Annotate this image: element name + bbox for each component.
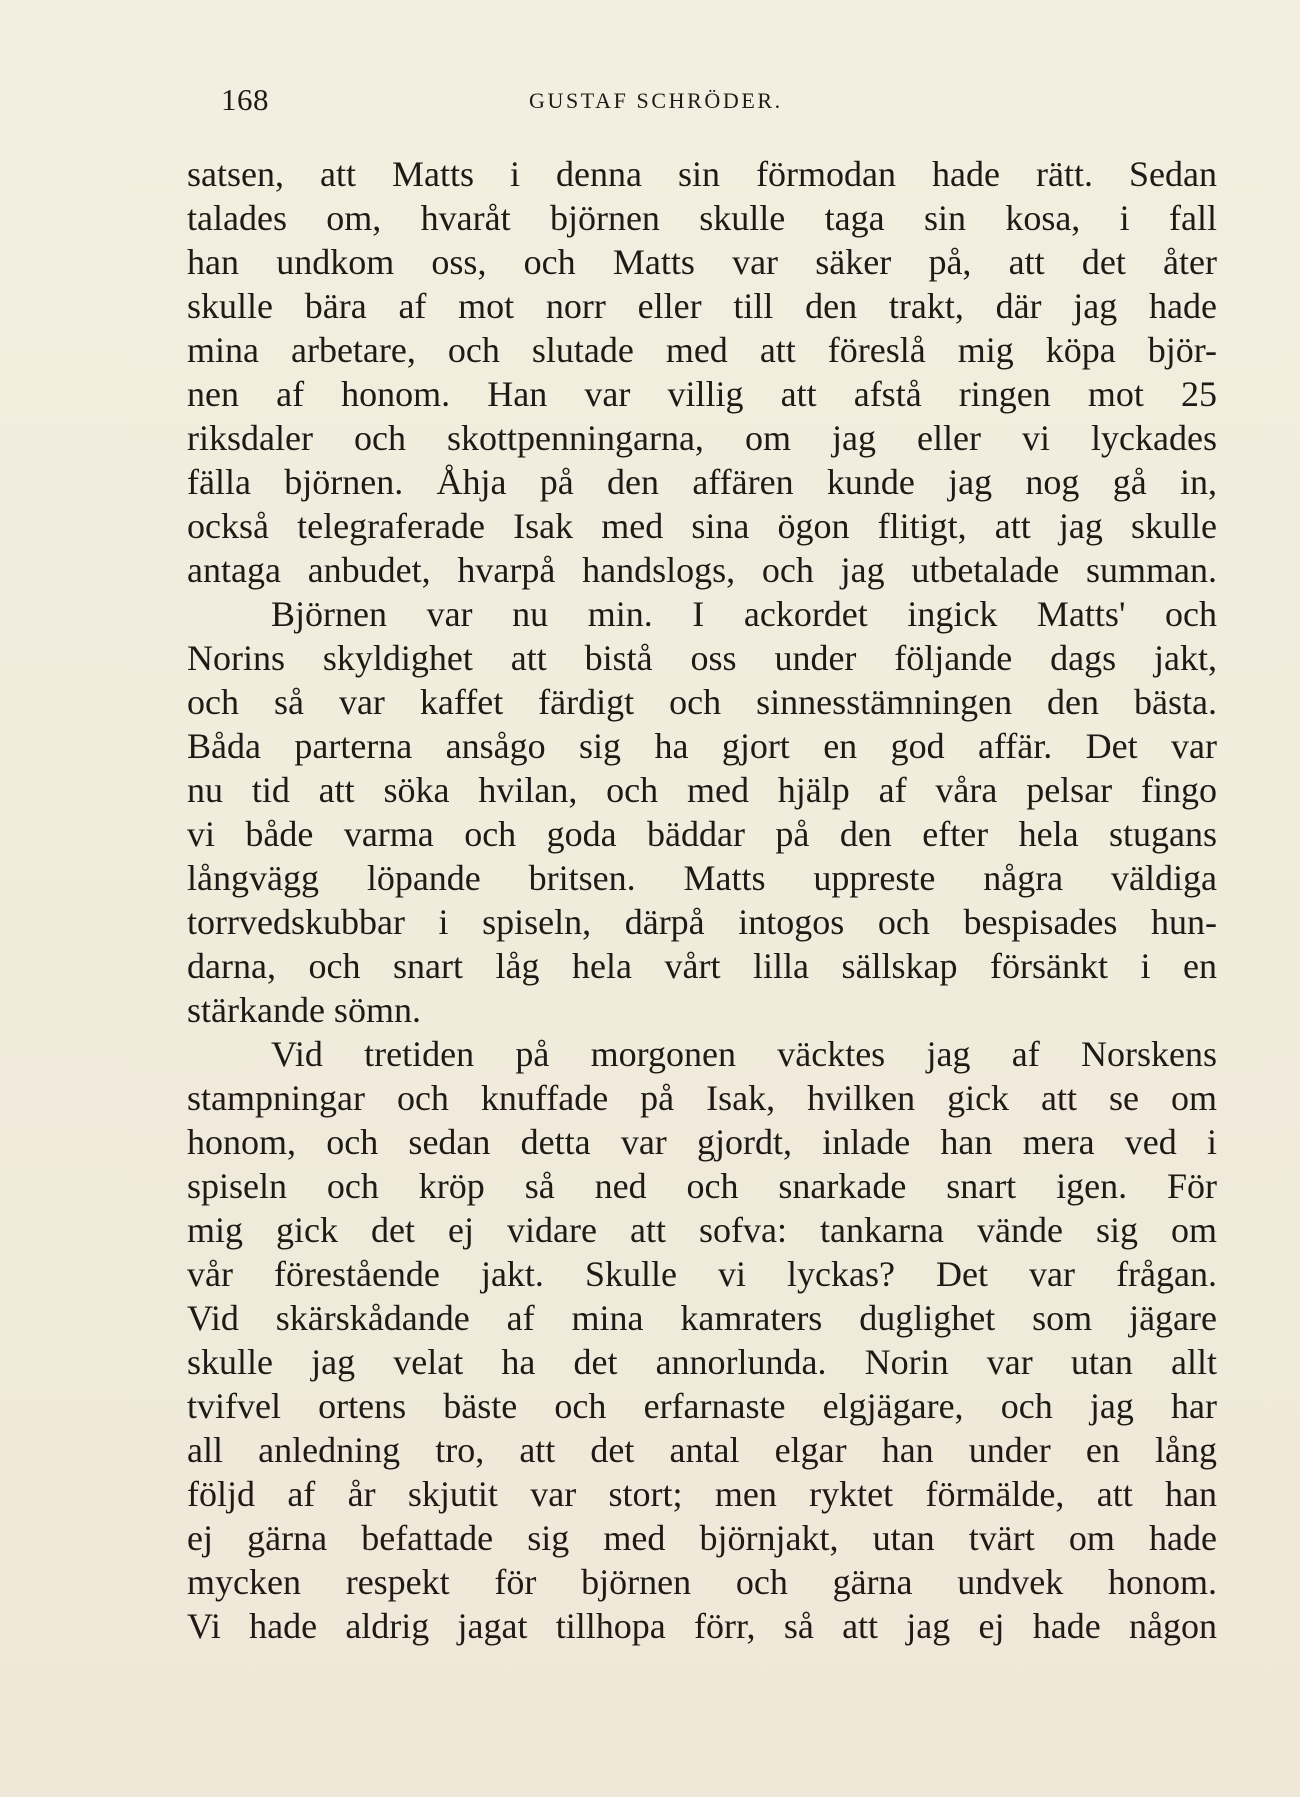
text-line: skulle jag velat ha det annorlunda. Norin var utan allt [187,1342,1217,1382]
text-line: han undkom oss, och Matts var säker på, att det åter [187,242,1217,282]
body-text [187,152,1217,1648]
text-line: skulle bära af mot norr eller till den trakt, där jag hade [187,286,1217,326]
text-line: all anledning tro, att det antal elgar han under en lång [187,1430,1217,1470]
text-line: nu tid att söka hvilan, och med hjälp af våra pelsar fingo [187,770,1217,810]
text-line: darna, och snart låg hela vårt lilla sällskap försänkt i en [187,946,1217,986]
text-line: talades om, hvaråt björnen skulle taga sin kosa, i fall [187,198,1217,238]
text-line: mina arbetare, och slutade med att föreslå mig köpa björ- [187,330,1217,370]
text-line: vår förestående jakt. Skulle vi lyckas? Det var frågan. [187,1254,1217,1294]
text-line: satsen, att Matts i denna sin förmodan hade rätt. Sedan [187,154,1217,194]
text-line: tvifvel ortens bäste och erfarnaste elgjägare, och jag har [187,1386,1217,1426]
page-number: 168 [221,82,269,117]
text-line: antaga anbudet, hvarpå handslogs, och jag utbetalade summan. [187,550,1217,590]
text-line: ej gärna befattade sig med björnjakt, utan tvärt om hade [187,1518,1217,1558]
text-line: Vid skärskådande af mina kamraters duglighet som jägare [187,1298,1217,1338]
running-head: GUSTAF SCHRÖDER. [529,88,783,113]
text-line: Björnen var nu min. I ackordet ingick Matts' och [271,594,1217,634]
text-line: vi både varma och goda bäddar på den efter hela stugans [187,814,1217,854]
text-line: långvägg löpande britsen. Matts uppreste några väldiga [187,858,1217,898]
text-line: riksdaler och skottpenningarna, om jag eller vi lyckades [187,418,1217,458]
text-line: Norins skyldighet att bistå oss under följande dags jakt, [187,638,1217,678]
text-line: Vid tretiden på morgonen väcktes jag af Norskens [271,1034,1217,1074]
text-line: nen af honom. Han var villig att afstå ringen mot 25 [187,374,1217,414]
page-header [221,82,1073,126]
text-line: torrvedskubbar i spiseln, därpå intogos och bespisades hun- [187,902,1217,942]
text-line: följd af år skjutit var stort; men ryktet förmälde, att han [187,1474,1217,1514]
text-line: mig gick det ej vidare att sofva: tankarna vände sig om [187,1210,1217,1250]
text-line: och så var kaffet färdigt och sinnesstämningen den bästa. [187,682,1217,722]
text-line: Vi hade aldrig jagat tillhopa förr, så att jag ej hade någon [187,1606,1217,1646]
text-line: mycken respekt för björnen och gärna undvek honom. [187,1562,1217,1602]
text-line: stampningar och knuffade på Isak, hvilken gick att se om [187,1078,1217,1118]
text-line: spiseln och kröp så ned och snarkade snart igen. För [187,1166,1217,1206]
text-line: stärkande sömn. [187,990,421,1030]
text-line: honom, och sedan detta var gjordt, inlade han mera ved i [187,1122,1217,1162]
text-line: också telegraferade Isak med sina ögon flitigt, att jag skulle [187,506,1217,546]
text-line: fälla björnen. Åhja på den affären kunde jag nog gå in, [187,462,1217,502]
text-line: Båda parterna ansågo sig ha gjort en god affär. Det var [187,726,1217,766]
